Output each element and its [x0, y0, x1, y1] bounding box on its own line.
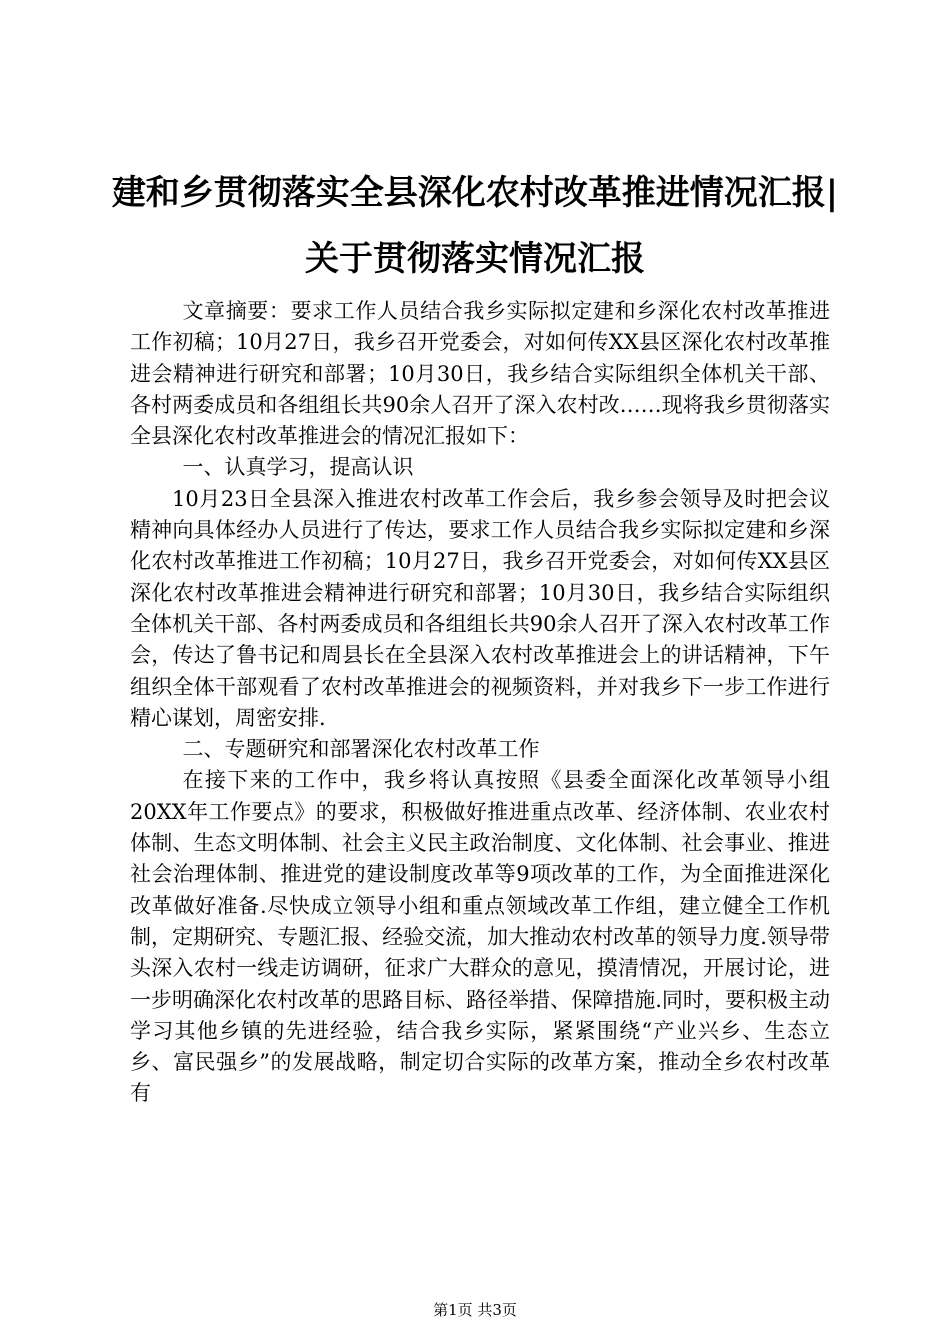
- page-number-footer: 第1页 共3页: [433, 1301, 517, 1319]
- section-heading-2: 二、专题研究和部署深化农村改革工作: [182, 737, 540, 762]
- section-heading-1: 一、认真学习，提高认识: [182, 455, 414, 480]
- abstract-paragraph: 文章摘要：要求工作人员结合我乡实际拟定建和乡深化农村改革推进工作初稿；10月27日，我乡召开党委会，对如何传XX县区深化农村改革推进会精神进行研究和部署；10月30日，我乡结合实际组织全体机关干部、各村两委成员和各组组长共90余人召开了深入农村改……现将我乡贯彻落实全县深化农村改革推进会的情况汇报如下：: [130, 299, 830, 449]
- body-paragraph-2: 在接下来的工作中，我乡将认真按照《县委全面深化改革领导小组20XX年工作要点》的要求，积极做好推进重点改革、经济体制、农业农村体制、生态文明体制、社会主义民主政治制度、文化体制、社会事业、推进社会治理体制、推进党的建设制度改革等9项改革的工作，为全面推进深化改革做好准备.尽快成立领导小组和重点领域改革工作组，建立健全工作机制，定期研究、专题汇报、经验交流，加大推动农村改革的领导力度.领导带头深入农村一线走访调研，征求广大群众的意见，摸清情况，开展讨论，进一步明确深化农村改革的思路目标、路径举措、保障措施.同时，要积极主动学习其他乡镇的先进经验，结合我乡实际，紧紧围绕“产业兴乡、生态立乡、富民强乡”的发展战略，制定切合实际的改革方案，推动全乡农村改革有: [130, 768, 830, 1106]
- document-body: [130, 296, 830, 1110]
- document-title: 建和乡贯彻落实全县深化农村改革推进情况汇报|关于贯彻落实情况汇报: [111, 173, 839, 279]
- body-paragraph-1: 10月23日全县深入推进农村改革工作会后，我乡参会领导及时把会议精神向具体经办人员进行了传达，要求工作人员结合我乡实际拟定建和乡深化农村改革推进工作初稿；10月27日，我乡召开党委会，对如何传XX县区深化农村改革推进会精神进行研究和部署；10月30日，我乡结合实际组织全体机关干部、各村两委成员和各组组长共90余人召开了深入农村改革工作会，传达了鲁书记和周县长在全县深入农村改革推进会上的讲话精神，下午组织全体干部观看了农村改革推进会的视频资料，并对我乡下一步工作进行精心谋划，周密安排.: [130, 486, 830, 730]
